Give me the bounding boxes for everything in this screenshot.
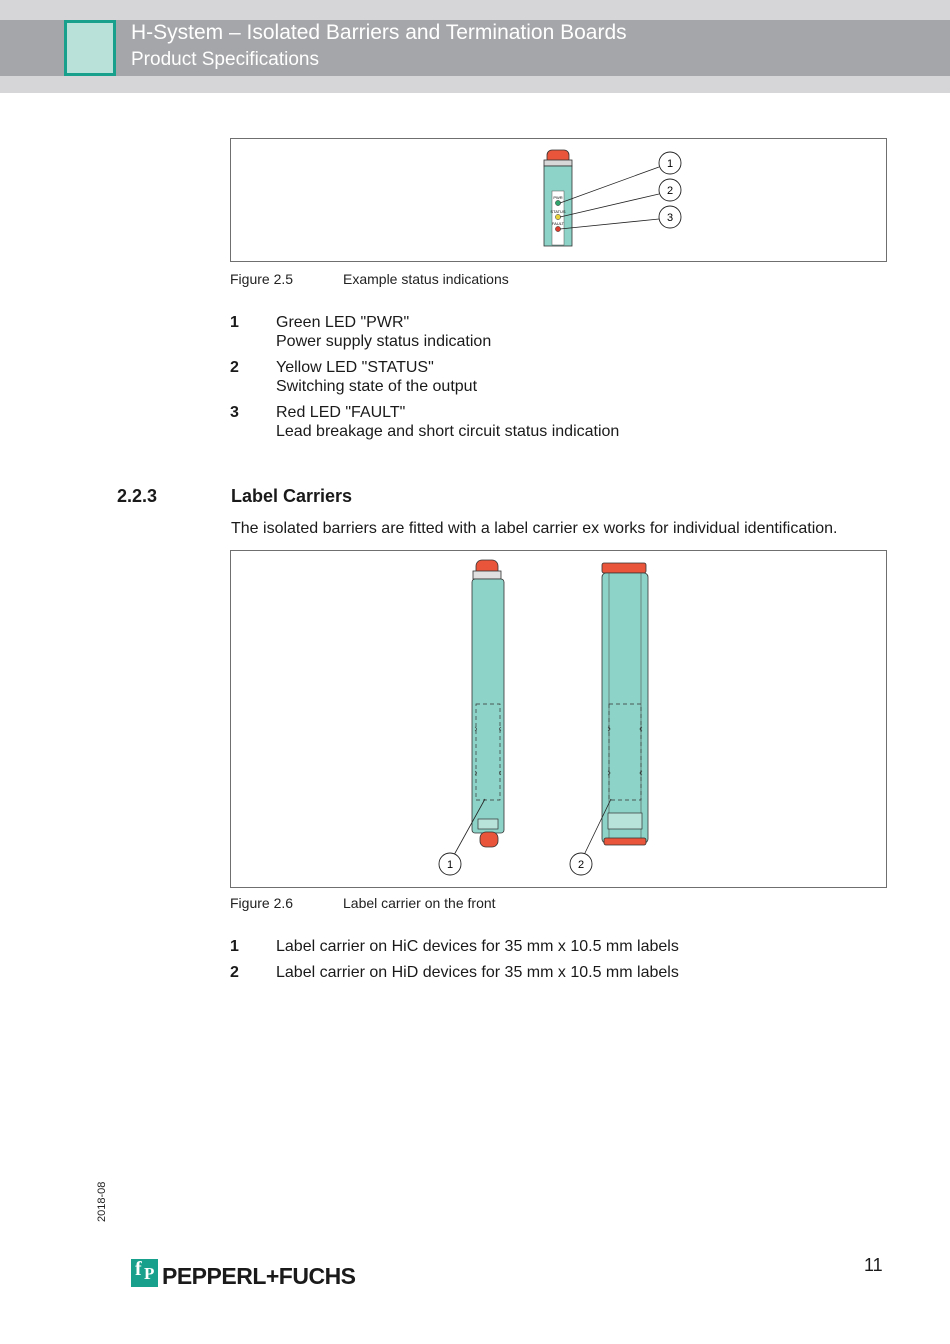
led-label-status: STATUS (550, 209, 566, 214)
figure-2-5-number: Figure 2.5 (230, 271, 294, 287)
document-subtitle: Product Specifications (131, 49, 319, 70)
figure-2-5-caption: Example status indications (343, 271, 509, 287)
led-label-fault: FAULT (551, 221, 565, 226)
section-title: Label Carriers (231, 486, 353, 506)
figure-2-6-number: Figure 2.6 (230, 895, 294, 911)
status-indications-drawing (231, 139, 886, 261)
hid-latch (608, 813, 642, 829)
hic-connector-bottom (480, 832, 498, 847)
legend-item-description: Switching state of the output (276, 378, 478, 395)
legend-item-title: Yellow LED "STATUS" (276, 359, 434, 376)
figure-2-6-caption: Label carrier on the front (343, 895, 496, 911)
callout-3: 3 (666, 212, 674, 224)
legend-item-title: Red LED "FAULT" (276, 404, 406, 421)
label-carriers-drawing (231, 551, 886, 887)
callout-2: 2 (577, 859, 585, 871)
legend-item-text: Label carrier on HiC devices for 35 mm x 10.5 mm labels (276, 938, 679, 955)
figure-2-5-frame (230, 138, 887, 262)
page-number: 11 (864, 1255, 883, 1275)
callout-2: 2 (666, 185, 674, 197)
led-red (555, 226, 560, 231)
brand-name: PEPPERL+FUCHS (162, 1263, 356, 1289)
led-yellow (555, 214, 560, 219)
section-body: The isolated barriers are fitted with a label carrier ex works for individual identification. (231, 520, 838, 537)
section-number: 2.2.3 (117, 486, 158, 506)
legend-item-number: 2 (230, 359, 239, 376)
hic-clip-top (473, 571, 501, 579)
publication-date: 2018-08 (96, 1181, 108, 1222)
led-label-pwr: PWR (553, 195, 563, 200)
legend-item-description: Power supply status indication (276, 333, 492, 350)
header-logo-square (64, 20, 116, 76)
legend-item-title: Green LED "PWR" (276, 314, 410, 331)
legend-item-number: 3 (230, 404, 239, 421)
brand-logo-icon: f P (131, 1259, 158, 1287)
device-clip (544, 160, 572, 166)
leader-line-3 (560, 219, 659, 229)
callout-1: 1 (666, 158, 674, 170)
legend-item-number: 1 (230, 314, 239, 331)
legend-item-number: 1 (230, 938, 239, 955)
led-green (555, 200, 560, 205)
legend-item-text: Label carrier on HiD devices for 35 mm x 10.5 mm labels (276, 964, 679, 981)
hid-connector-top (602, 563, 646, 573)
legend-item-description: Lead breakage and short circuit status indication (276, 423, 620, 440)
hic-latch (478, 819, 498, 829)
figure-2-6-frame (230, 550, 887, 888)
hid-connector-bottom (604, 838, 646, 845)
hic-body (472, 579, 504, 833)
document-title: H-System – Isolated Barriers and Termination Boards (131, 21, 627, 44)
callout-1: 1 (446, 859, 454, 871)
legend-item-number: 2 (230, 964, 239, 981)
